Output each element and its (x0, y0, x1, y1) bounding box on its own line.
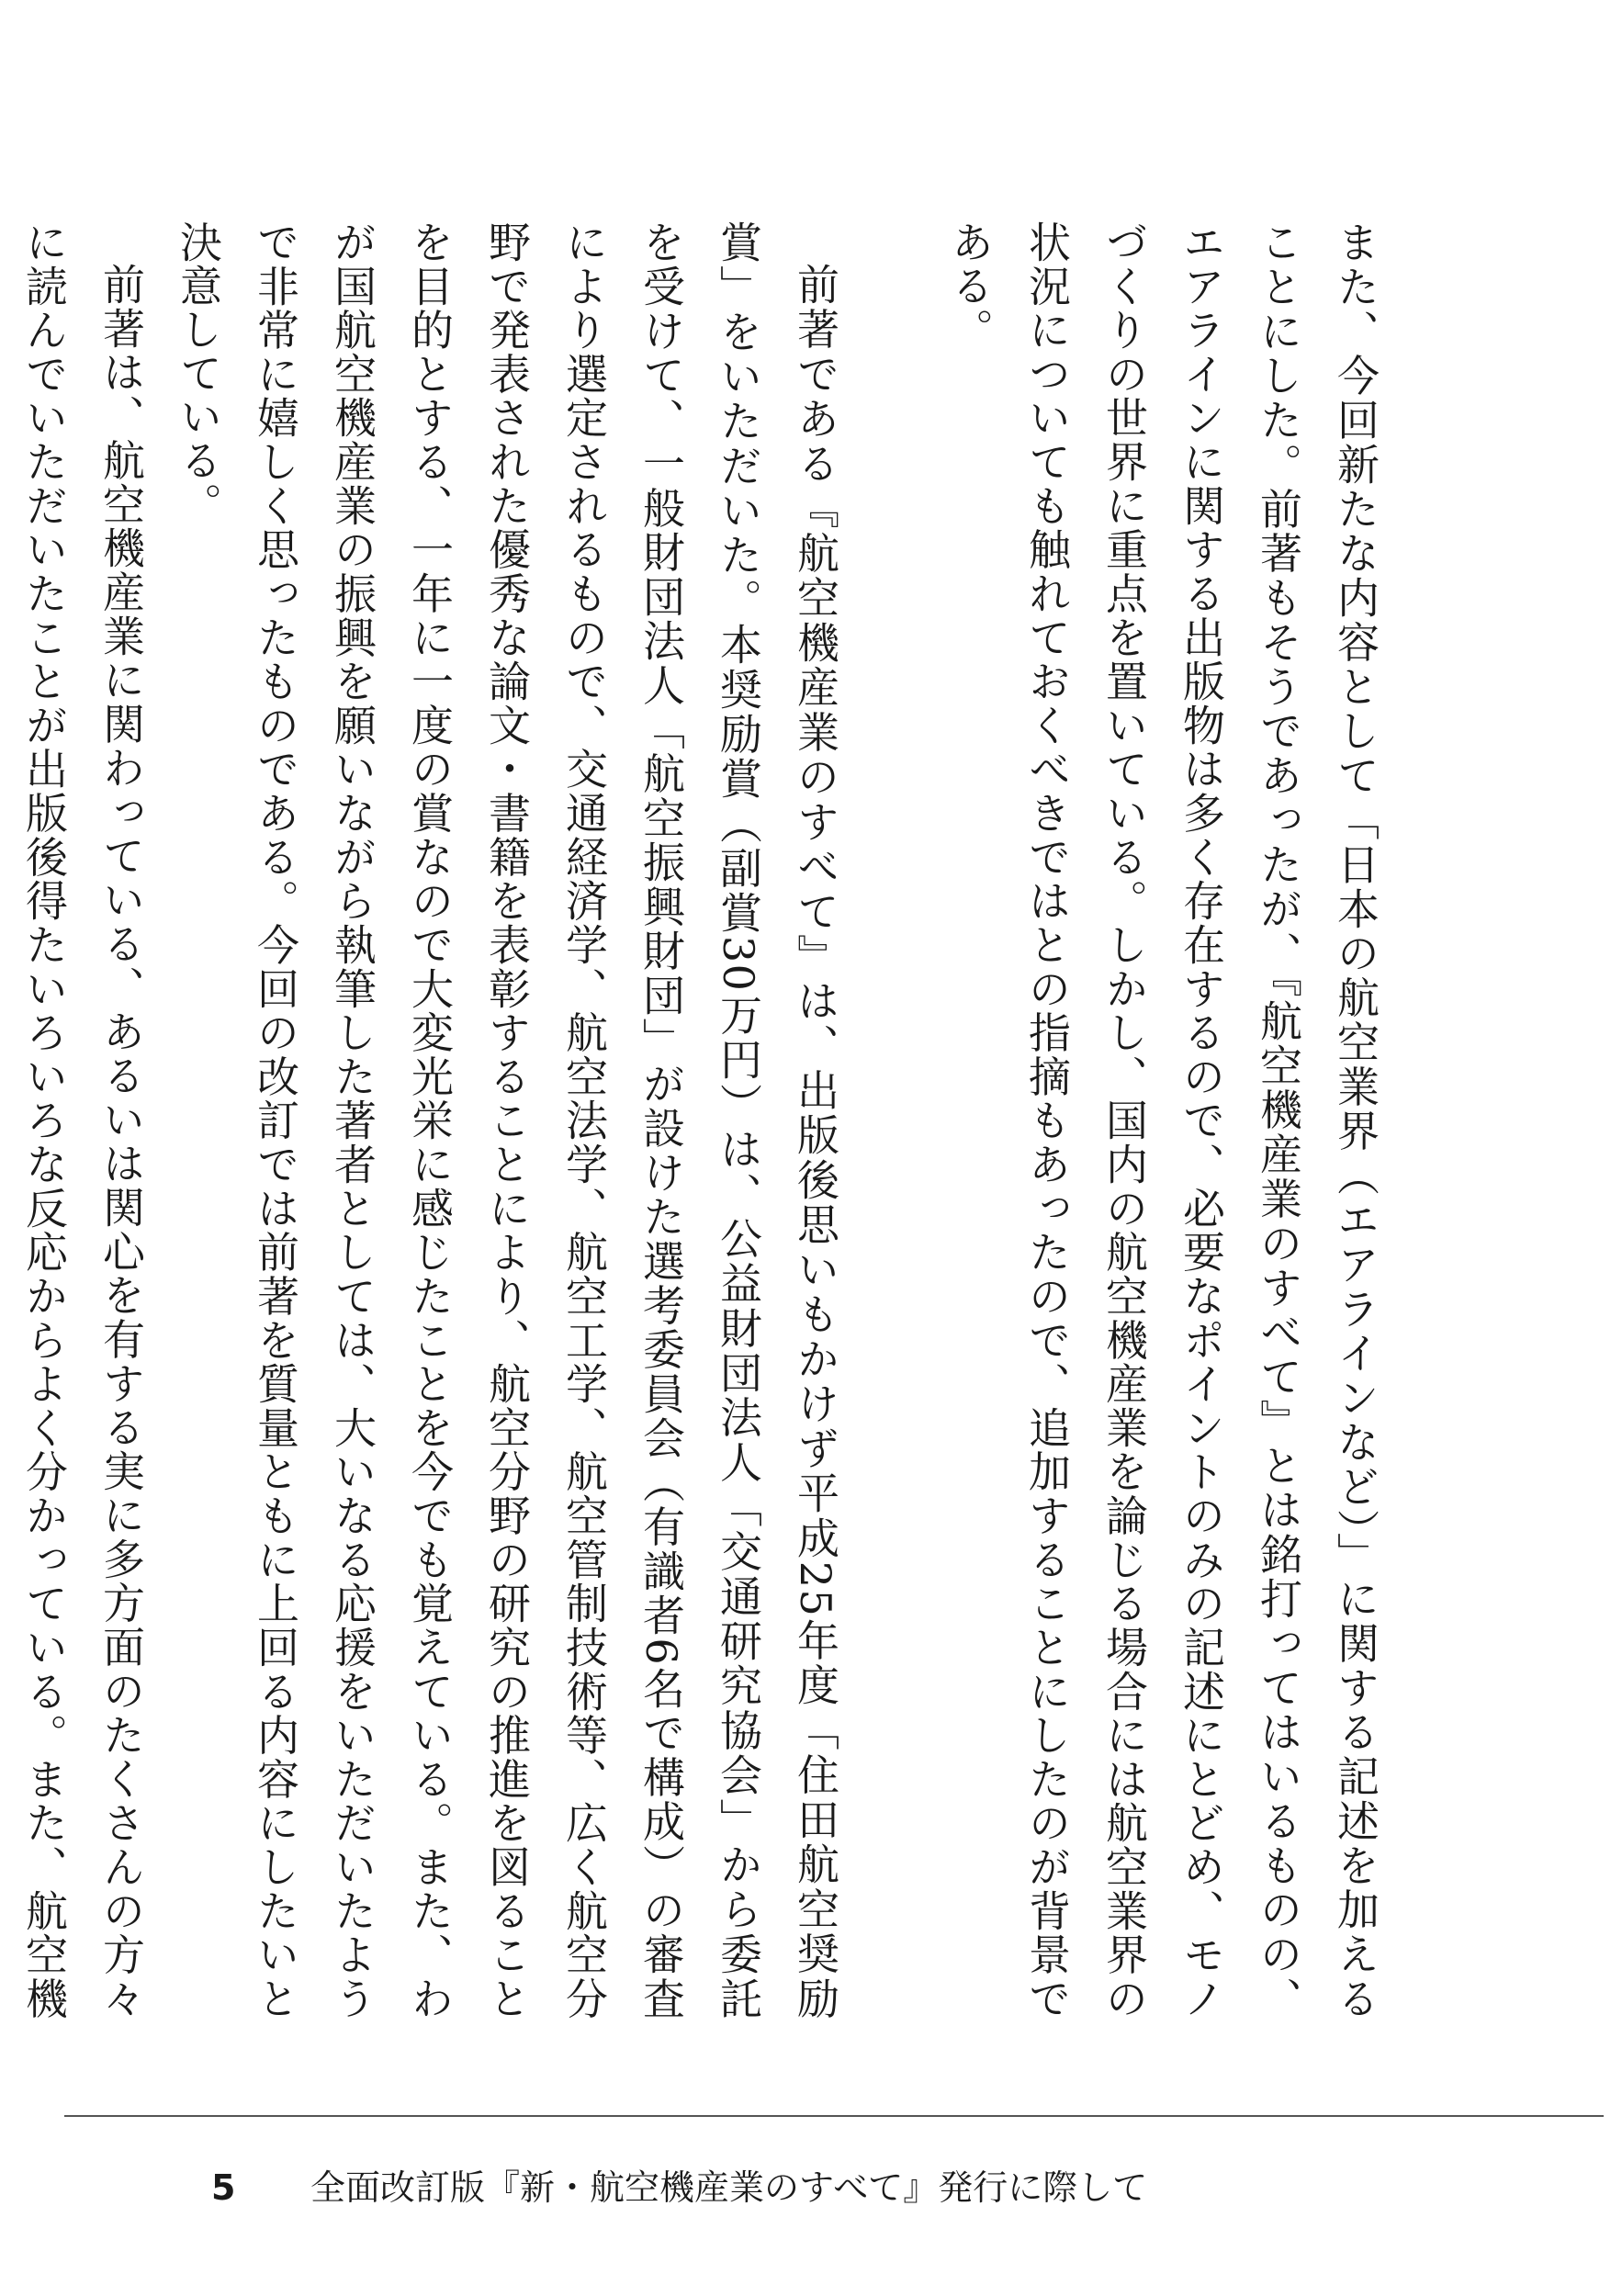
running-title: 全面改訂版『新・航空機産業のすべて』発行に際して (310, 2167, 1148, 2208)
paragraph-gap (854, 220, 931, 2020)
vertical-body-text (19, 220, 1394, 2021)
paragraph-award: 前著である『航空機産業のすべて』は、出版後思いもかけず平成25年度「住田航空奨励賞」をいただいた。本奨励賞（副賞30万円）は、公益財団法人「交通研究協会」から委託を受けて、一般財団法人「航空振興財団」が設けた選考委員会（有識者6名で構成）の審査により選定されるもので、交通経済学、航空法学、航空工学、航空管制技術等、広く航空分野で発表された優秀な論文・書籍を表彰することにより、航空分野の研究の推進を図ることを目的とする、一年に一度の賞なので大変光栄に感じたことを今でも覚えている。また、わが国航空機産業の振興を願いながら執筆した著者としては、大いなる応援をいただいたようで非常に嬉しく思ったものである。今回の改訂では前著を質量ともに上回る内容にしたいと決意している。 (174, 220, 840, 2020)
paragraph-readers: 前著は、航空機産業に関わっている、あるいは関心を有する実に多方面のたくさんの方々に読んでいただいたことが出版後得たいろいろな反応からよく分かっている。また、航空機 (19, 220, 146, 2021)
paragraph-additional-content: また、今回新たな内容として「日本の航空業界（エアラインなど）」に関する記述を加えることにした。前著もそうであったが、『航空機産業のすべて』とは銘打ってはいるものの、エアラインに関する出版物は多く存在するので、必要なポイントのみの記述にとどめ、モノづくりの世界に重点を置いている。しかし、国内の航空機産業を論じる場合には航空業界の状況についても触れておくべきではとの指摘もあったので、追加することにしたのが背景である。 (945, 220, 1380, 2021)
page-footer (0, 2160, 1622, 2215)
page-number: 5 (211, 2167, 236, 2208)
footer-rule (64, 2115, 1604, 2117)
